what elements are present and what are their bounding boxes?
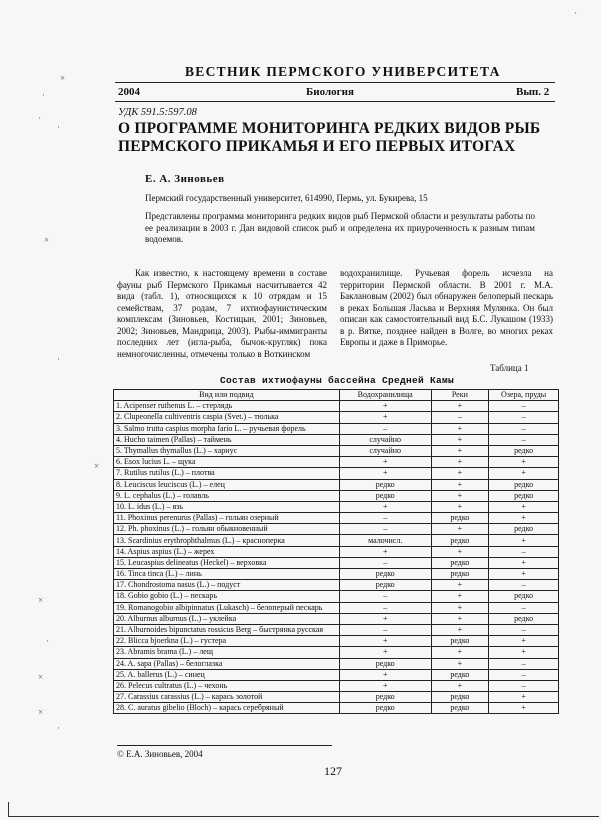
reservoirs-cell: – — [339, 557, 431, 568]
reservoirs-cell: – — [339, 524, 431, 535]
table-row — [114, 669, 559, 680]
author-affiliation: Пермский государственный университет, 614990, Пермь, ул. Букирева, 15 — [145, 193, 428, 203]
lakes-cell: – — [489, 546, 559, 557]
reservoirs-cell: + — [339, 669, 431, 680]
rivers-cell: + — [431, 602, 489, 613]
reservoirs-cell: – — [339, 423, 431, 434]
fish-table — [113, 389, 559, 714]
reservoirs-cell: + — [339, 468, 431, 479]
table-row — [114, 613, 559, 624]
species-cell: 5. Thymallus thymallus (L.) – хариус — [114, 445, 340, 456]
rivers-cell: + — [431, 434, 489, 445]
column-header-rivers: Реки — [431, 390, 489, 401]
table-row — [114, 513, 559, 524]
table-title: Состав ихтиофауны бассейна Средней Камы — [219, 375, 455, 386]
table-row — [114, 624, 559, 635]
reservoirs-cell: редко — [339, 580, 431, 591]
table-row — [114, 412, 559, 423]
lakes-cell: редко — [489, 479, 559, 490]
species-cell: 13. Scardinius erythrophthalmus (L.) – красноперка — [114, 535, 340, 546]
scan-mark: · — [574, 8, 577, 18]
reservoirs-cell: + — [339, 401, 431, 412]
lakes-cell: – — [489, 680, 559, 691]
scan-mark: × — [38, 707, 44, 717]
reservoirs-cell: редко — [339, 569, 431, 580]
lakes-cell: редко — [489, 490, 559, 501]
species-cell: 7. Rutilus rutilus (L.) – плотва — [114, 468, 340, 479]
reservoirs-cell: случайно — [339, 434, 431, 445]
rivers-cell: редко — [431, 692, 489, 703]
table-row — [114, 479, 559, 490]
reservoirs-cell: редко — [339, 479, 431, 490]
rivers-cell: + — [431, 680, 489, 691]
species-cell: 3. Salmo trutta caspius morpha fario L. – ручьевая форель — [114, 423, 340, 434]
rivers-cell: + — [431, 580, 489, 591]
rivers-cell: + — [431, 524, 489, 535]
rivers-cell: + — [431, 445, 489, 456]
scan-mark: × — [94, 461, 100, 471]
rivers-cell: + — [431, 591, 489, 602]
lakes-cell: редко — [489, 591, 559, 602]
species-cell: 12. Ph. phoxinus (L.) – гольян обыкновенный — [114, 524, 340, 535]
lakes-cell: + — [489, 535, 559, 546]
rivers-cell: + — [431, 423, 489, 434]
lakes-cell: + — [489, 501, 559, 512]
table-row — [114, 703, 559, 714]
lakes-cell: + — [489, 557, 559, 568]
table-row — [114, 535, 559, 546]
reservoirs-cell: редко — [339, 490, 431, 501]
species-cell: 24. A. sapa (Pallas) – белоглазка — [114, 658, 340, 669]
table-row — [114, 636, 559, 647]
rivers-cell: редко — [431, 636, 489, 647]
title-line-2: ПЕРМСКОГО ПРИКАМЬЯ И ЕГО ПЕРВЫХ ИТОГАХ — [118, 138, 516, 155]
abstract: Представлены программа мониторинга редких видов рыб Пермской области и результаты работы по ее реализации в 2003 г. Дан видовой список рыб и определена их приуроченность к разным типам водоемов. — [145, 211, 535, 244]
rivers-cell: + — [431, 658, 489, 669]
reservoirs-cell: + — [339, 636, 431, 647]
table-row — [114, 457, 559, 468]
species-cell: 1. Acipenser ruthenus L. – стерлядь — [114, 401, 340, 412]
reservoirs-cell: – — [339, 513, 431, 524]
table-number: Таблица 1 — [490, 363, 529, 373]
scan-mark: × — [60, 73, 66, 83]
table-row — [114, 680, 559, 691]
rivers-cell: + — [431, 401, 489, 412]
table-row — [114, 658, 559, 669]
lakes-cell: + — [489, 703, 559, 714]
copyright-note: © Е.А. Зиновьев, 2004 — [117, 749, 203, 759]
species-cell: 14. Aspius aspius (L.) – жерех — [114, 546, 340, 557]
rivers-cell: редко — [431, 513, 489, 524]
scan-mark: · — [42, 90, 45, 100]
species-cell: 15. Leucaspius delineatus (Heckel) – верховка — [114, 557, 340, 568]
reservoirs-cell: редко — [339, 703, 431, 714]
reservoirs-cell: редко — [339, 658, 431, 669]
table-row — [114, 468, 559, 479]
lakes-cell: + — [489, 569, 559, 580]
reservoirs-cell: + — [339, 412, 431, 423]
reservoirs-cell: + — [339, 647, 431, 658]
reservoirs-cell: малочисл. — [339, 535, 431, 546]
page-edge-line — [8, 802, 599, 817]
lakes-cell: – — [489, 602, 559, 613]
reservoirs-cell: + — [339, 680, 431, 691]
lakes-cell: + — [489, 457, 559, 468]
rivers-cell: редко — [431, 535, 489, 546]
rivers-cell: + — [431, 624, 489, 635]
scan-mark: × — [38, 672, 44, 682]
table-row — [114, 445, 559, 456]
reservoirs-cell: + — [339, 457, 431, 468]
table-row — [114, 401, 559, 412]
rivers-cell: + — [431, 468, 489, 479]
table-row — [114, 490, 559, 501]
lakes-cell: – — [489, 412, 559, 423]
species-cell: 10. L. idus (L.) – язь — [114, 501, 340, 512]
lakes-cell: + — [489, 692, 559, 703]
table-row — [114, 692, 559, 703]
table-header-row — [114, 390, 559, 401]
reservoirs-cell: – — [339, 624, 431, 635]
species-cell: 27. Carassius carassius (L.) – карась золотой — [114, 692, 340, 703]
column-header-species: Вид или подвид — [114, 390, 340, 401]
table-row — [114, 569, 559, 580]
scan-mark: · — [57, 122, 60, 132]
reservoirs-cell: + — [339, 501, 431, 512]
scan-mark: × — [38, 595, 44, 605]
lakes-cell: – — [489, 580, 559, 591]
scan-mark: · — [38, 113, 41, 123]
scan-mark: · — [46, 636, 49, 646]
column-header-lakes: Озера, пруды — [489, 390, 559, 401]
body-column-left — [117, 268, 327, 360]
reservoirs-cell: случайно — [339, 445, 431, 456]
rivers-cell: – — [431, 412, 489, 423]
lakes-cell: + — [489, 647, 559, 658]
table-row — [114, 591, 559, 602]
rivers-cell: + — [431, 457, 489, 468]
rivers-cell: + — [431, 647, 489, 658]
lakes-cell: – — [489, 423, 559, 434]
scan-mark: · — [57, 723, 60, 733]
rivers-cell: редко — [431, 703, 489, 714]
rivers-cell: редко — [431, 669, 489, 680]
species-cell: 18. Gobio gobio (L.) – пескарь — [114, 591, 340, 602]
journal-title: ВЕСТНИК ПЕРМСКОГО УНИВЕРСИТЕТА — [185, 64, 501, 79]
lakes-cell: + — [489, 513, 559, 524]
species-cell: 25. A. ballerus (L.) – синец — [114, 669, 340, 680]
section-name: Биология — [306, 86, 354, 98]
header-rule-bottom — [115, 101, 555, 102]
species-cell: 8. Leuciscus leuciscus (L.) – елец — [114, 479, 340, 490]
rivers-cell: + — [431, 479, 489, 490]
lakes-cell: редко — [489, 445, 559, 456]
rivers-cell: + — [431, 546, 489, 557]
species-cell: 21. Alburnoides bipunctatus rossicus Berg – быстрянка русская — [114, 624, 340, 635]
species-cell: 6. Esox lucius L. – щука — [114, 457, 340, 468]
table-row — [114, 423, 559, 434]
table-row — [114, 524, 559, 535]
species-cell: 23. Abramis brama (L.) – лещ — [114, 647, 340, 658]
species-cell: 17. Chondrostoma nasus (L.) – подуст — [114, 580, 340, 591]
table-row — [114, 546, 559, 557]
header-rule-top — [115, 82, 555, 83]
scan-mark: × — [44, 235, 50, 245]
body-paragraph-left: Как известно, к настоящему времени в составе фауны рыб Пермского Прикамья насчитывается 42 вида (табл. 1), относящихся к 10 отрядам и 15 семействам, 37 родам, 7 ихтиофаунистическим комплексам (Зиновьев, Костицын, 2001; Зиновьев, 2002; Зиновьев, Мандрица, 2003). Рыбы-иммигранты последних лет (игла-рыба, бычок-кругляк) пока немногочисленны, отмечены только в Воткинском — [117, 268, 327, 359]
reservoirs-cell: редко — [339, 692, 431, 703]
lakes-cell: – — [489, 401, 559, 412]
lakes-cell: + — [489, 468, 559, 479]
reservoirs-cell: + — [339, 546, 431, 557]
reservoirs-cell: + — [339, 613, 431, 624]
body-column-right — [340, 268, 553, 349]
article-title — [118, 120, 558, 156]
lakes-cell: редко — [489, 613, 559, 624]
table-row — [114, 557, 559, 568]
species-cell: 26. Pelecus cultratus (L.) – чехонь — [114, 680, 340, 691]
reservoirs-cell: – — [339, 602, 431, 613]
issue-number: Вып. 2 — [516, 86, 550, 98]
lakes-cell: – — [489, 434, 559, 445]
lakes-cell: + — [489, 636, 559, 647]
species-cell: 4. Hucho taimen (Pallas) – таймень — [114, 434, 340, 445]
species-cell: 9. L. cephalus (L.) – голавль — [114, 490, 340, 501]
udk-code: УДК 591.5:597.08 — [118, 107, 197, 118]
issue-year: 2004 — [118, 86, 140, 98]
species-cell: 28. C. auratus gibelio (Bloch) – карась серебряный — [114, 703, 340, 714]
species-cell: 2. Clupeonella cultiventris caspia (Svet.) – тюлька — [114, 412, 340, 423]
title-line-1: О ПРОГРАММЕ МОНИТОРИНГА РЕДКИХ ВИДОВ РЫБ — [118, 120, 541, 137]
body-paragraph-right: водохранилище. Ручьевая форель исчезла на территории Пермской области. В 2001 г. М.А. Баклановым (2002) был обнаружен белоперый пескарь в реках Большая Ласьва и Верхняя Мулянка. Он был описан как самостоятельный вид Б.С. Лукашом (1933) в р. Вятке, позднее найден в Волге, во многих реках Европы и даже в Приморье. — [340, 268, 553, 347]
species-cell: 19. Romanogobio albipinnatus (Lukasch) – белоперый пескарь — [114, 602, 340, 613]
author-name: Е. А. Зиновьев — [145, 173, 225, 185]
footnote-rule — [117, 745, 332, 746]
species-cell: 20. Alburnus alburnus (L.) – уклейка — [114, 613, 340, 624]
lakes-cell: – — [489, 658, 559, 669]
reservoirs-cell: – — [339, 591, 431, 602]
column-header-reservoirs: Водохранилища — [339, 390, 431, 401]
lakes-cell: редко — [489, 524, 559, 535]
rivers-cell: + — [431, 490, 489, 501]
rivers-cell: редко — [431, 569, 489, 580]
table-row — [114, 501, 559, 512]
rivers-cell: + — [431, 501, 489, 512]
species-cell: 11. Phoxinus perenurus (Pallas) – гольян озерный — [114, 513, 340, 524]
table-row — [114, 580, 559, 591]
lakes-cell: – — [489, 624, 559, 635]
scan-mark: · — [57, 354, 60, 364]
lakes-cell: – — [489, 669, 559, 680]
rivers-cell: + — [431, 613, 489, 624]
table-row — [114, 434, 559, 445]
table-row — [114, 602, 559, 613]
species-cell: 16. Tinca tinca (L.) – линь — [114, 569, 340, 580]
rivers-cell: редко — [431, 557, 489, 568]
table-row — [114, 647, 559, 658]
species-cell: 22. Blicca bjoerkna (L.) – густера — [114, 636, 340, 647]
page-number: 127 — [324, 764, 342, 778]
